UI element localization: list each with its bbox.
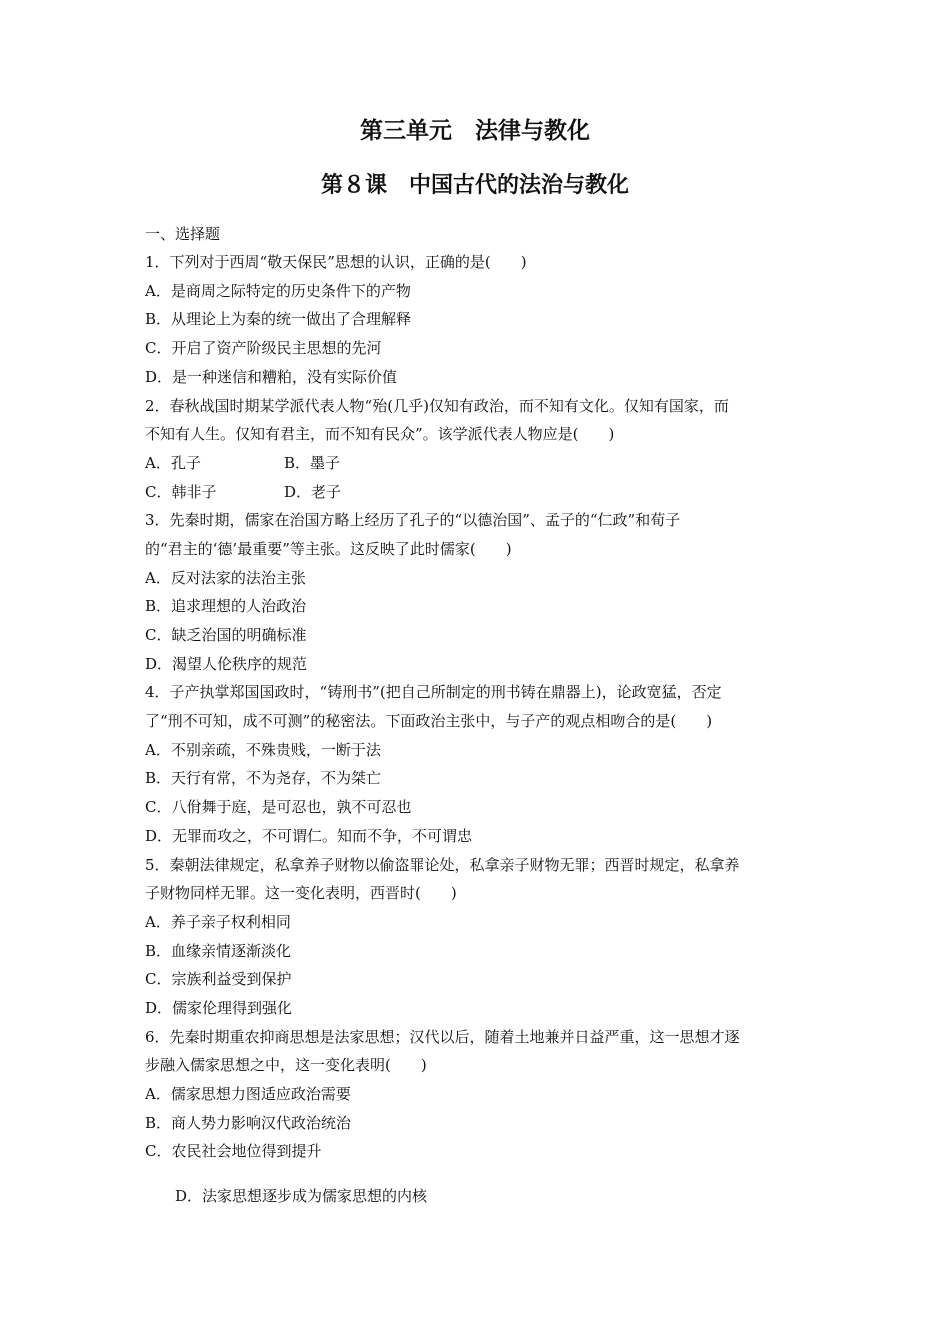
question-2-stem-line-2: 不知有人生。仅知有君主，而不知有民众”。该学派代表人物应是( ) xyxy=(145,425,615,443)
question-4-stem-line-1: 4．子产执掌郑国国政时，“铸刑书”(把自己所制定的刑书铸在鼎器上)，论政宽猛，否定 xyxy=(145,683,722,701)
question-6-option-d: D．法家思想逐步成为儒家思想的内核 xyxy=(175,1187,428,1205)
question-1-option-b: B．从理论上为秦的统一做出了合理解释 xyxy=(145,310,412,328)
question-3-option-a: A．反对法家的法治主张 xyxy=(145,569,306,587)
question-1-option-c: C．开启了资产阶级民主思想的先河 xyxy=(145,339,382,357)
question-6-stem-line-2: 步融入儒家思想之中，这一变化表明( ) xyxy=(145,1056,427,1074)
question-6-option-b: B．商人势力影响汉代政治统治 xyxy=(145,1114,352,1132)
question-3-option-d: D．渴望人伦秩序的规范 xyxy=(145,655,308,673)
question-5-stem-line-2: 子财物同样无罪。这一变化表明，西晋时( ) xyxy=(145,884,457,902)
question-1-option-a: A．是商周之际特定的历史条件下的产物 xyxy=(145,282,411,300)
question-2-option-b: B．墨子 xyxy=(284,454,341,472)
question-4-option-b: B．天行有常，不为尧存，不为桀亡 xyxy=(145,769,382,787)
question-3-option-c: C．缺乏治国的明确标准 xyxy=(145,626,307,644)
lesson-title: 第８课 中国古代的法治与教化 xyxy=(320,173,629,198)
section-title: 一、选择题 xyxy=(145,225,221,243)
question-6-option-a: A．儒家思想力图适应政治需要 xyxy=(145,1085,351,1103)
question-1-option-d: D．是一种迷信和糟粕，没有实际价值 xyxy=(145,368,398,386)
question-4-option-c: C．八佾舞于庭，是可忍也，孰不可忍也 xyxy=(145,798,412,816)
question-5-option-b: B．血缘亲情逐渐淡化 xyxy=(145,942,292,960)
question-2-stem-line-1: 2．春秋战国时期某学派代表人物“殆(几乎)仅知有政治，而不知有文化。仅知有国家，而 xyxy=(145,397,729,415)
question-5-stem-line-1: 5．秦朝法律规定，私拿养子财物以偷盗罪论处，私拿亲子财物无罪；西晋时规定，私拿养 xyxy=(145,856,740,874)
question-5-option-d: D．儒家伦理得到强化 xyxy=(145,999,293,1017)
question-6-stem-line-1: 6．先秦时期重农抑商思想是法家思想；汉代以后，随着土地兼并日益严重，这一思想才逐 xyxy=(145,1028,740,1046)
question-3-stem-line-1: 3．先秦时期，儒家在治国方略上经历了孔子的“以德治国”、孟子的“仁政”和荀子 xyxy=(145,511,681,529)
question-5-option-c: C．宗族利益受到保护 xyxy=(145,970,292,988)
question-3-stem-line-2: 的“君主的‘德’最重要”等主张。这反映了此时儒家( ) xyxy=(145,540,512,558)
question-4-option-a: A．不别亲疏，不殊贵贱，一断于法 xyxy=(145,741,381,759)
question-4-option-d: D．无罪而攻之，不可谓仁。知而不争，不可谓忠 xyxy=(145,827,473,845)
question-5-option-a: A．养子亲子权利相同 xyxy=(145,913,291,931)
question-4-stem-line-2: 了“刑不可知，成不可测”的秘密法。下面政治主张中，与子产的观点相吻合的是( ) xyxy=(145,712,713,730)
question-3-option-b: B．追求理想的人治政治 xyxy=(145,597,307,615)
unit-title: 第三单元 法律与教化 xyxy=(360,118,590,144)
question-1-stem: 1．下列对于西周“敬天保民”思想的认识，正确的是( ) xyxy=(145,253,527,271)
question-2-option-d: D．老子 xyxy=(284,483,342,501)
question-2-option-c: C．韩非子 xyxy=(145,483,217,501)
question-2-option-a: A．孔子 xyxy=(145,454,201,472)
question-6-option-c: C．农民社会地位得到提升 xyxy=(145,1142,322,1160)
